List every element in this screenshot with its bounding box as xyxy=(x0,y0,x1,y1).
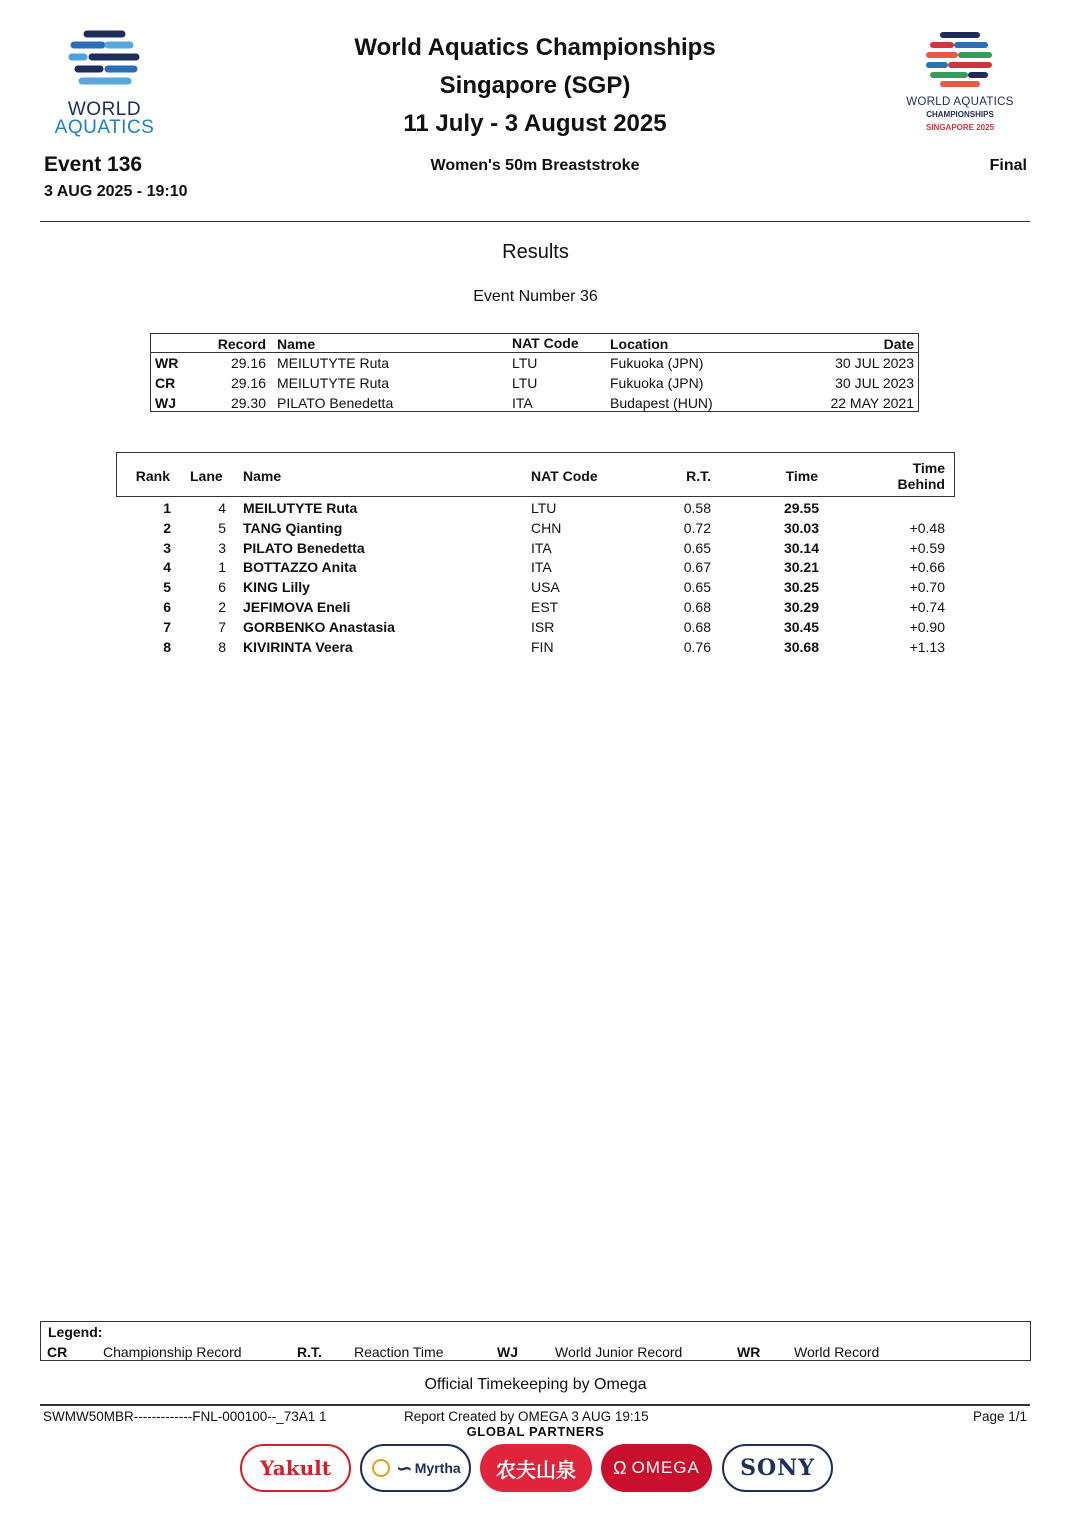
logo-text-singapore-2025: SINGAPORE 2025 xyxy=(925,123,995,132)
table-row xyxy=(0,579,1071,599)
records-col-record: Record xyxy=(217,336,266,352)
record-date: 30 JUL 2023 xyxy=(835,355,914,371)
report-code: SWMW50MBR-------------FNL-000100--_73A1 1 xyxy=(43,1409,327,1424)
championship-dates: 11 July - 3 August 2025 xyxy=(403,110,667,137)
result-behind: +1.13 xyxy=(909,638,945,655)
results-col-time: Time xyxy=(785,468,818,484)
result-time: 30.25 xyxy=(783,579,819,596)
partner-sony-logo xyxy=(722,1444,833,1492)
table-row xyxy=(0,619,1071,639)
results-col-name: Name xyxy=(243,468,282,484)
results-table-body xyxy=(0,500,1071,660)
result-rt: 0.76 xyxy=(683,638,711,655)
logo-text-world-aquatics: WORLD AQUATICS xyxy=(906,96,1014,108)
result-name: KIVIRINTA Veera xyxy=(243,638,353,655)
record-location: Budapest (HUN) xyxy=(610,395,713,411)
world-aquatics-emblem-icon xyxy=(42,28,167,94)
results-heading: Results xyxy=(502,241,569,263)
legend-code: WJ xyxy=(497,1344,518,1360)
result-lane: 6 xyxy=(218,579,226,596)
result-behind: +0.74 xyxy=(909,599,945,615)
partner-myrtha-logo xyxy=(360,1444,471,1492)
official-timekeeping: Official Timekeeping by Omega xyxy=(424,1376,647,1393)
logo-word-aquatics: AQUATICS xyxy=(54,117,155,138)
result-name: JEFIMOVA Eneli xyxy=(243,599,351,615)
legend-desc: Championship Record xyxy=(103,1344,242,1360)
partner-nongfu-text: 农夫山泉 xyxy=(496,1457,576,1482)
legend-code: WR xyxy=(737,1344,761,1360)
record-type: WR xyxy=(155,355,179,371)
result-rank: 3 xyxy=(163,539,171,556)
result-rt: 0.72 xyxy=(683,519,711,536)
result-time: 30.68 xyxy=(783,638,819,655)
legend-desc: World Junior Record xyxy=(555,1344,683,1360)
world-aquatics-logo xyxy=(42,28,167,138)
record-holder: MEILUTYTE Ruta xyxy=(277,355,390,371)
records-col-date: Date xyxy=(883,336,914,352)
record-time: 29.16 xyxy=(230,355,266,371)
event-name: Women's 50m Breaststroke xyxy=(430,157,640,174)
result-nat: EST xyxy=(531,599,559,615)
result-lane: 4 xyxy=(218,500,226,516)
record-holder: MEILUTYTE Ruta xyxy=(277,375,390,391)
result-time: 30.03 xyxy=(783,519,819,536)
record-location: Fukuoka (JPN) xyxy=(610,375,704,391)
result-lane: 1 xyxy=(218,559,226,576)
partner-myrtha-text: Myrtha xyxy=(414,1460,461,1476)
results-col-behind-line1: Time xyxy=(912,460,945,476)
record-nat: ITA xyxy=(512,395,533,411)
record-nat: LTU xyxy=(512,355,538,371)
partner-omega-text: OMEGA xyxy=(631,1458,700,1477)
logo-word-world: WORLD xyxy=(67,99,142,120)
result-nat: CHN xyxy=(531,519,562,536)
result-name: PILATO Benedetta xyxy=(243,539,365,556)
championships-emblem-icon xyxy=(885,28,1035,90)
partner-sony-text: SONY xyxy=(740,1455,815,1481)
partner-yakult-text: Yakult xyxy=(260,1456,331,1480)
partner-yakult-logo xyxy=(240,1444,351,1492)
record-type: WJ xyxy=(155,395,176,411)
footer-divider xyxy=(40,1404,1030,1406)
records-col-nat: NAT Code xyxy=(512,335,579,351)
result-rt: 0.67 xyxy=(683,559,711,576)
legend-code: CR xyxy=(47,1344,68,1360)
result-rank: 1 xyxy=(163,500,171,516)
legend-desc: Reaction Time xyxy=(354,1344,444,1360)
championship-location: Singapore (SGP) xyxy=(439,72,631,99)
table-row xyxy=(0,500,1071,520)
results-col-rank: Rank xyxy=(135,468,170,484)
record-location: Fukuoka (JPN) xyxy=(610,355,704,371)
event-datetime: 3 AUG 2025 - 19:10 xyxy=(44,183,188,200)
result-behind: +0.59 xyxy=(909,539,945,556)
legend xyxy=(40,1321,1031,1361)
result-time: 30.21 xyxy=(783,559,819,576)
result-rt: 0.68 xyxy=(683,618,711,635)
table-row xyxy=(0,540,1071,560)
record-holder: PILATO Benedetta xyxy=(277,395,394,411)
result-name: KING Lilly xyxy=(243,579,310,596)
result-rt: 0.65 xyxy=(683,539,711,556)
result-name: GORBENKO Anastasia xyxy=(243,618,395,635)
result-name: TANG Qianting xyxy=(243,519,343,536)
records-col-name: Name xyxy=(277,336,316,352)
result-rank: 5 xyxy=(163,579,171,596)
result-behind: +0.90 xyxy=(909,618,945,635)
legend-code: R.T. xyxy=(297,1344,322,1360)
logo-text-championships: CHAMPIONSHIPS xyxy=(926,110,994,119)
records-table xyxy=(150,333,919,412)
partner-nongfu-spring-logo xyxy=(480,1444,592,1492)
global-partners-label: GLOBAL PARTNERS xyxy=(466,1424,605,1439)
report-created: Report Created by OMEGA 3 AUG 19:15 xyxy=(404,1409,649,1424)
record-date: 22 MAY 2021 xyxy=(830,395,914,411)
record-type: CR xyxy=(155,375,176,391)
result-rank: 8 xyxy=(163,638,171,655)
result-time: 30.29 xyxy=(783,599,819,615)
results-col-rt: R.T. xyxy=(686,468,711,484)
event-label: Event 136 xyxy=(44,153,143,176)
result-rank: 7 xyxy=(163,618,171,635)
result-rt: 0.65 xyxy=(683,579,711,596)
table-row xyxy=(0,520,1071,540)
result-rank: 2 xyxy=(163,519,171,536)
result-lane: 3 xyxy=(218,539,226,556)
result-rt: 0.58 xyxy=(683,500,711,516)
result-name: BOTTAZZO Anita xyxy=(243,559,357,576)
table-row xyxy=(0,639,1071,659)
championship-title: World Aquatics Championships xyxy=(354,34,716,61)
result-nat: ITA xyxy=(531,559,552,576)
omega-icon: Ω xyxy=(613,1457,628,1478)
result-rt: 0.68 xyxy=(683,599,711,615)
result-nat: LTU xyxy=(531,500,557,516)
results-col-behind-line2: Behind xyxy=(897,476,945,492)
result-lane: 8 xyxy=(218,638,226,655)
results-col-nat: NAT Code xyxy=(531,468,598,484)
records-col-location: Location xyxy=(610,336,669,352)
partner-omega-logo xyxy=(601,1444,712,1492)
result-lane: 5 xyxy=(218,519,226,536)
result-behind: +0.48 xyxy=(909,519,945,536)
result-time: 30.45 xyxy=(783,618,819,635)
result-lane: 2 xyxy=(218,599,226,615)
results-col-lane: Lane xyxy=(190,468,223,484)
result-nat: ISR xyxy=(531,618,555,635)
result-rank: 4 xyxy=(163,559,171,576)
records-header-divider xyxy=(151,352,918,353)
result-time: 30.14 xyxy=(783,539,819,556)
result-nat: FIN xyxy=(531,638,554,655)
record-date: 30 JUL 2023 xyxy=(835,375,914,391)
sun-icon xyxy=(372,1459,390,1477)
result-lane: 7 xyxy=(218,618,226,635)
record-time: 29.16 xyxy=(230,375,266,391)
record-nat: LTU xyxy=(512,375,538,391)
event-phase: Final xyxy=(989,157,1027,174)
header-divider xyxy=(40,221,1030,222)
table-row xyxy=(0,559,1071,579)
event-number: Event Number 36 xyxy=(473,288,598,305)
record-time: 29.30 xyxy=(230,395,266,411)
result-nat: USA xyxy=(531,579,560,596)
result-rank: 6 xyxy=(163,599,171,615)
results-table-header xyxy=(116,452,955,497)
page-number: Page 1/1 xyxy=(972,1409,1027,1424)
result-behind: +0.70 xyxy=(909,579,945,596)
legend-title: Legend: xyxy=(48,1324,103,1340)
result-behind: +0.66 xyxy=(909,559,945,576)
legend-desc: World Record xyxy=(794,1344,880,1360)
result-nat: ITA xyxy=(531,539,552,556)
table-row xyxy=(0,599,1071,619)
wave-icon: ∽ xyxy=(396,1457,413,1480)
result-name: MEILUTYTE Ruta xyxy=(243,500,358,516)
result-time: 29.55 xyxy=(783,500,819,516)
singapore-2025-logo xyxy=(885,28,1035,138)
